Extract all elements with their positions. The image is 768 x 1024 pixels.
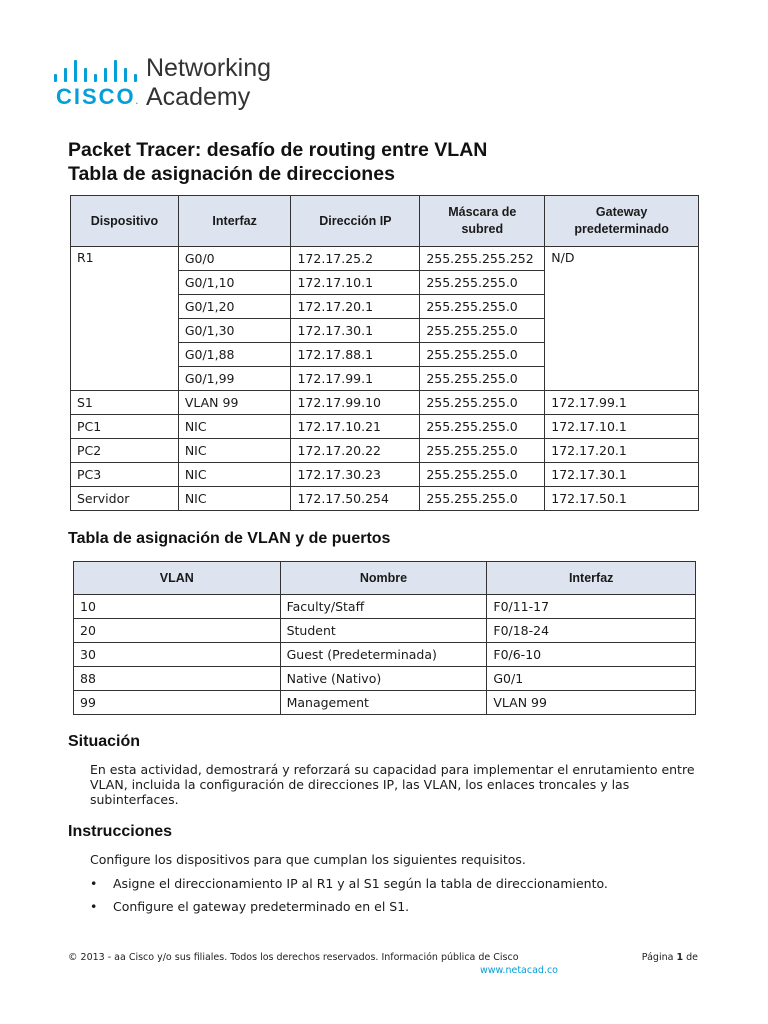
mask-cell: 255.255.255.252 bbox=[420, 247, 545, 271]
cisco-bridge-icon bbox=[52, 58, 142, 82]
name-cell: Management bbox=[280, 691, 487, 715]
brand-line-2: Academy bbox=[146, 83, 251, 111]
interface-cell: VLAN 99 bbox=[178, 391, 291, 415]
document-title bbox=[68, 138, 487, 186]
device-cell: PC2 bbox=[71, 439, 179, 463]
interface-cell: G0/1,88 bbox=[178, 343, 291, 367]
vlan-cell: 99 bbox=[74, 691, 281, 715]
instructions-heading: Instrucciones bbox=[68, 823, 173, 840]
gateway-cell: N/D bbox=[545, 247, 699, 391]
table-row bbox=[74, 619, 696, 643]
copyright-notice: © 2013 - aa Cisco y/o sus filiales. Todos los derechos reservados. Información pública de Cisco bbox=[68, 952, 519, 963]
page-indicator bbox=[642, 952, 698, 963]
ip-cell: 172.17.10.21 bbox=[291, 415, 420, 439]
table-row bbox=[71, 439, 699, 463]
device-cell: Servidor bbox=[71, 487, 179, 511]
situation-heading: Situación bbox=[68, 733, 141, 750]
interface-cell: G0/1,20 bbox=[178, 295, 291, 319]
table-row bbox=[71, 247, 699, 271]
name-cell: Student bbox=[280, 619, 487, 643]
vlan-cell: 88 bbox=[74, 667, 281, 691]
mask-cell: 255.255.255.0 bbox=[420, 415, 545, 439]
mask-cell: 255.255.255.0 bbox=[420, 487, 545, 511]
gateway-cell: 172.17.20.1 bbox=[545, 439, 699, 463]
ip-cell: 172.17.88.1 bbox=[291, 343, 420, 367]
address-table bbox=[70, 195, 699, 511]
page-label: Página bbox=[641, 952, 674, 963]
mask-cell: 255.255.255.0 bbox=[420, 367, 545, 391]
interface-cell: G0/0 bbox=[178, 247, 291, 271]
cisco-wordmark: CISCO. bbox=[56, 84, 138, 109]
ip-cell: 172.17.20.1 bbox=[291, 295, 420, 319]
mask-cell: 255.255.255.0 bbox=[420, 271, 545, 295]
mask-cell: 255.255.255.0 bbox=[420, 295, 545, 319]
brand-line-1: Networking bbox=[146, 54, 272, 82]
interface-cell: G0/1,10 bbox=[178, 271, 291, 295]
header-device: Dispositivo bbox=[71, 196, 179, 247]
list-item: • Configure el gateway predeterminado en el S1. bbox=[90, 898, 608, 921]
brand-name bbox=[146, 54, 271, 112]
page-suffix: de bbox=[686, 952, 698, 963]
device-cell: S1 bbox=[71, 391, 179, 415]
header-ip: Dirección IP bbox=[291, 196, 420, 247]
interface-cell: VLAN 99 bbox=[487, 691, 696, 715]
ip-cell: 172.17.30.23 bbox=[291, 463, 420, 487]
mask-cell: 255.255.255.0 bbox=[420, 463, 545, 487]
table-row bbox=[74, 595, 696, 619]
interface-cell: NIC bbox=[178, 439, 291, 463]
vlan-cell: 20 bbox=[74, 619, 281, 643]
table-row bbox=[71, 463, 699, 487]
title-line-2: Tabla de asignación de direcciones bbox=[68, 163, 395, 185]
interface-cell: F0/11-17 bbox=[487, 595, 696, 619]
header-interface: Interfaz bbox=[487, 562, 696, 595]
device-cell: PC3 bbox=[71, 463, 179, 487]
table-row bbox=[71, 487, 699, 511]
gateway-cell: 172.17.30.1 bbox=[545, 463, 699, 487]
table-row bbox=[71, 415, 699, 439]
header-gateway: Gateway predeterminado bbox=[545, 196, 699, 247]
address-table-header bbox=[71, 196, 699, 247]
interface-cell: G0/1 bbox=[487, 667, 696, 691]
ip-cell: 172.17.10.1 bbox=[291, 271, 420, 295]
gateway-cell: 172.17.10.1 bbox=[545, 415, 699, 439]
header-name: Nombre bbox=[280, 562, 487, 595]
header-mask: Máscara de subred bbox=[420, 196, 545, 247]
cisco-networking-academy-logo bbox=[52, 54, 312, 118]
table-row bbox=[71, 391, 699, 415]
ip-cell: 172.17.99.10 bbox=[291, 391, 420, 415]
vlan-cell: 30 bbox=[74, 643, 281, 667]
ip-cell: 172.17.50.254 bbox=[291, 487, 420, 511]
page-number: 1 bbox=[676, 952, 684, 963]
ip-cell: 172.17.20.22 bbox=[291, 439, 420, 463]
device-cell: PC1 bbox=[71, 415, 179, 439]
interface-cell: NIC bbox=[178, 463, 291, 487]
interface-cell: F0/6-10 bbox=[487, 643, 696, 667]
ip-cell: 172.17.30.1 bbox=[291, 319, 420, 343]
requirements-list bbox=[90, 875, 608, 921]
device-cell: R1 bbox=[71, 247, 179, 391]
vlan-table-header bbox=[74, 562, 696, 595]
gateway-cell: 172.17.50.1 bbox=[545, 487, 699, 511]
header-interface: Interfaz bbox=[178, 196, 291, 247]
header-vlan: VLAN bbox=[74, 562, 281, 595]
instructions-intro: Configure los dispositivos para que cumplan los siguientes requisitos. bbox=[90, 852, 526, 867]
list-item: • Asigne el direccionamiento IP al R1 y al S1 según la tabla de direccionamiento. bbox=[90, 875, 608, 898]
vlan-cell: 10 bbox=[74, 595, 281, 619]
mask-cell: 255.255.255.0 bbox=[420, 439, 545, 463]
situation-text: En esta actividad, demostrará y reforzará su capacidad para implementar el enrutamiento entre VLAN, incluida la configuración de direcciones IP, las VLAN, los enlaces troncales y las subinterfaces. bbox=[90, 762, 695, 807]
ip-cell: 172.17.99.1 bbox=[291, 367, 420, 391]
interface-cell: NIC bbox=[178, 487, 291, 511]
vlan-table-heading: Tabla de asignación de VLAN y de puertos bbox=[68, 530, 391, 547]
table-row bbox=[74, 667, 696, 691]
name-cell: Faculty/Staff bbox=[280, 595, 487, 619]
title-line-1: Packet Tracer: desafío de routing entre VLAN bbox=[68, 139, 488, 161]
mask-cell: 255.255.255.0 bbox=[420, 343, 545, 367]
name-cell: Native (Nativo) bbox=[280, 667, 487, 691]
ip-cell: 172.17.25.2 bbox=[291, 247, 420, 271]
interface-cell: G0/1,99 bbox=[178, 367, 291, 391]
interface-cell: G0/1,30 bbox=[178, 319, 291, 343]
mask-cell: 255.255.255.0 bbox=[420, 391, 545, 415]
name-cell: Guest (Predeterminada) bbox=[280, 643, 487, 667]
gateway-cell: 172.17.99.1 bbox=[545, 391, 699, 415]
mask-cell: 255.255.255.0 bbox=[420, 319, 545, 343]
interface-cell: NIC bbox=[178, 415, 291, 439]
interface-cell: F0/18-24 bbox=[487, 619, 696, 643]
netacad-link[interactable]: www.netacad.co bbox=[480, 965, 558, 976]
vlan-port-table bbox=[73, 561, 696, 715]
table-row bbox=[74, 691, 696, 715]
table-row bbox=[74, 643, 696, 667]
